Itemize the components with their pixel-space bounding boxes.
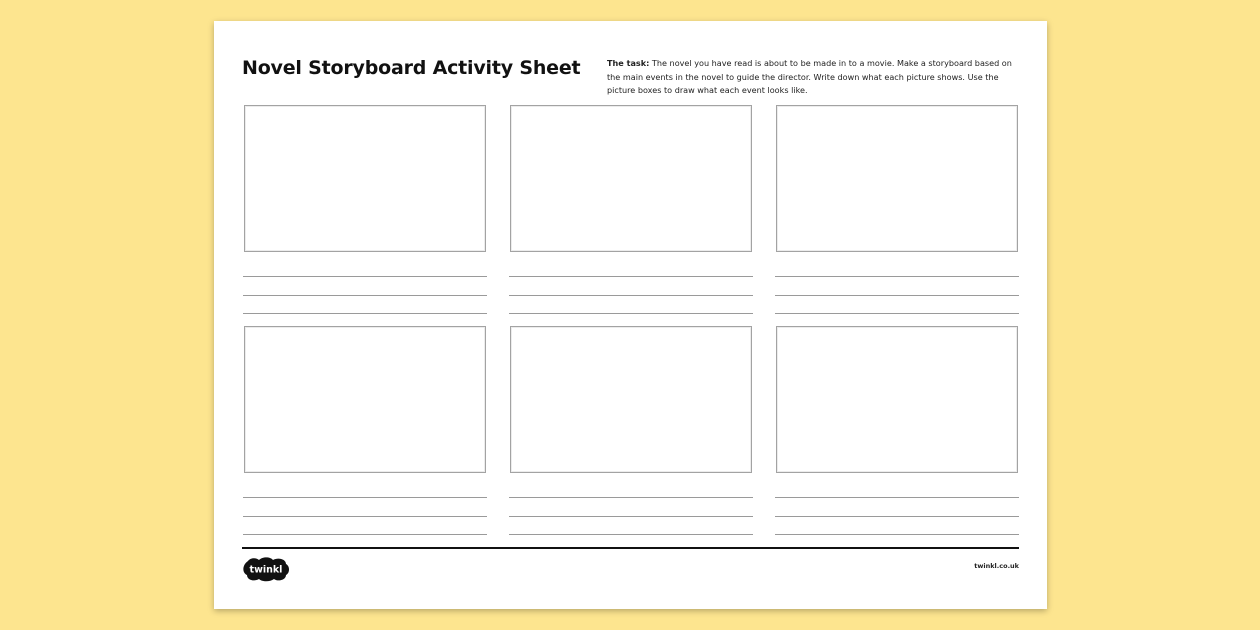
writing-line[interactable] — [509, 534, 753, 535]
writing-line[interactable] — [775, 276, 1019, 277]
activity-sheet — [214, 21, 1047, 609]
writing-line[interactable] — [509, 313, 753, 314]
storyboard-frame-5[interactable] — [510, 326, 752, 473]
writing-line[interactable] — [243, 516, 487, 517]
writing-line[interactable] — [509, 516, 753, 517]
writing-line[interactable] — [509, 276, 753, 277]
storyboard-frame-2[interactable] — [510, 105, 752, 252]
writing-line[interactable] — [243, 534, 487, 535]
writing-line[interactable] — [243, 497, 487, 498]
writing-line[interactable] — [775, 534, 1019, 535]
footer-divider — [242, 547, 1019, 549]
writing-line[interactable] — [509, 497, 753, 498]
logo-text: twinkl — [249, 564, 283, 576]
twinkl-logo — [241, 555, 291, 583]
writing-line[interactable] — [509, 295, 753, 296]
writing-line[interactable] — [775, 497, 1019, 498]
writing-line[interactable] — [775, 313, 1019, 314]
writing-line[interactable] — [243, 295, 487, 296]
writing-line[interactable] — [775, 516, 1019, 517]
sheet-title: Novel Storyboard Activity Sheet — [242, 57, 581, 79]
writing-line[interactable] — [243, 313, 487, 314]
storyboard-frame-6[interactable] — [776, 326, 1018, 473]
task-label: The task: — [607, 58, 650, 68]
storyboard-frame-1[interactable] — [244, 105, 486, 252]
storyboard-frame-4[interactable] — [244, 326, 486, 473]
task-instructions — [607, 57, 1023, 98]
website-url: twinkl.co.uk — [974, 562, 1019, 570]
writing-line[interactable] — [243, 276, 487, 277]
storyboard-frame-3[interactable] — [776, 105, 1018, 252]
task-text: The novel you have read is about to be made in to a movie. Make a storyboard based on the main events in the novel to guide the director. Write down what each picture shows. Use the picture boxes to draw what each event looks like. — [607, 58, 1012, 95]
writing-line[interactable] — [775, 295, 1019, 296]
